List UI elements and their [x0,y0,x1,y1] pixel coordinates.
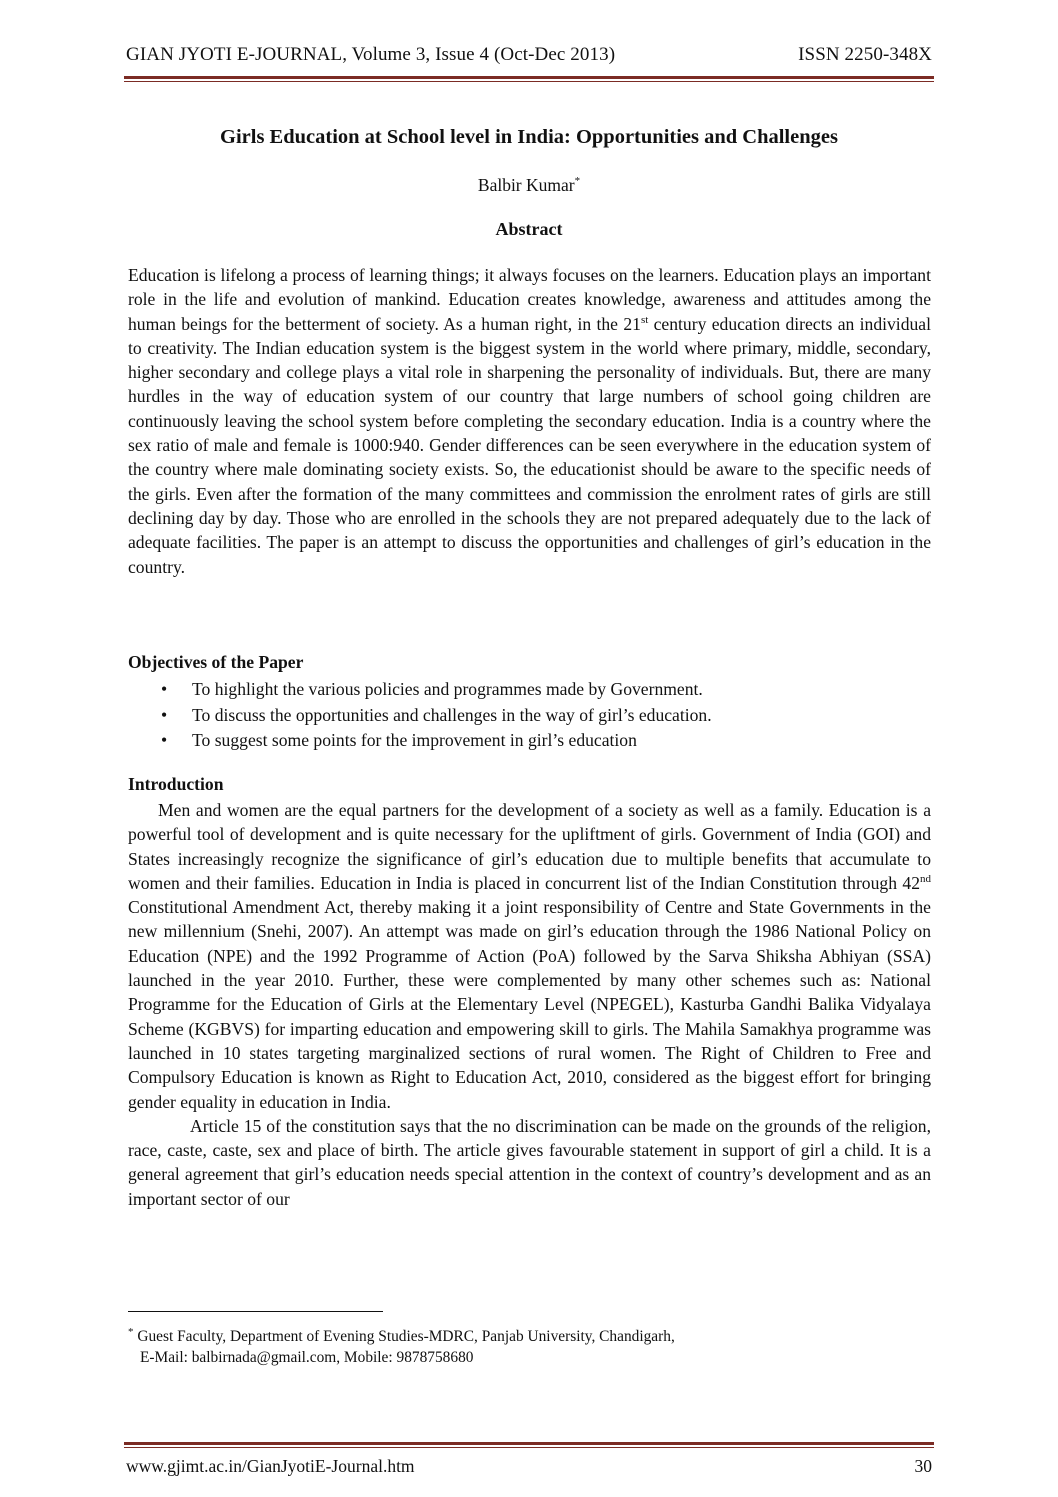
abstract-part-2: century education directs an individual to creativity. The Indian education system is the biggest system in the world where primary, middle, secondary, higher secondary and college plays a vital role in sharpening the personality of individuals. But, there are many hurdles in the way of education system of our country that large numbers of school going children are continuously leaving the school system before completing the secondary education. India is a country where the sex ratio of male and female is 1000:940. Gender differences can be seen everywhere in the education system of the country where male dominating society exists. So, the educationist should be aware to the specific needs of the girls. Even after the formation of the many committees and commission the enrolment rates of girls are still declining day by day. Those who are enrolled in the schools they are not prepared adequately due to the lack of adequate facilities. The paper is an attempt to discuss the opportunities and challenges of girl’s education in the country. [128,313,931,577]
author-name: Balbir Kumar [477,175,575,195]
list-item [128,677,931,703]
objective-text: To discuss the opportunities and challenges in the way of girl’s education. [192,704,712,725]
objective-text: To suggest some points for the improvement in girl’s education [192,730,637,750]
paper-title: Girls Education at School level in India: Opportunities and Challenges [220,126,838,148]
introduction-paragraph-2: Article 15 of the constitution says that the no discrimination can be made on the grounds of the religion, race, caste, caste, sex and place of birth. The article gives favourable statement in support of girl a child. It is a general agreement that girl’s education needs special attention in the context of country’s development and as an important sector of our [128,1115,931,1209]
footer-rule-thin [124,1447,934,1448]
introduction-heading: Introduction [128,774,224,794]
list-item [128,703,931,729]
bullet-icon: • [161,679,168,699]
footnote-line-1 [128,1322,675,1347]
abstract-part-1: Education is lifelong a process of learning things; it always focuses on the learners. Education plays an important role in the life and evolution of mankind. Education creates knowledge, awareness and attitudes among the human beings for the betterment of society. As a human right, in the 21 [128,265,931,334]
journal-url: www.gjimt.ac.in/GianJyotiE-Journal.htm [126,1456,415,1476]
introduction-paragraph-1 [128,798,931,1114]
running-footer [126,1456,932,1477]
header-rule [124,76,934,79]
author-footnote-mark: * [574,175,581,188]
footnote-contact: E-Mail: balbirnada@gmail.com, Mobile: 9878758680 [140,1349,474,1367]
running-header [126,38,932,66]
footnote [128,1322,675,1368]
author-line [126,175,932,196]
issn: ISSN 2250-348X [798,44,932,65]
objective-text: To highlight the various policies and programmes made by Government. [192,679,703,699]
footnote-rule [128,1311,383,1312]
abstract-superscript: st [640,313,649,326]
page-number: 30 [914,1456,932,1476]
header-rule-thin [124,81,934,82]
abstract-text [128,263,931,579]
bullet-icon: • [161,730,168,750]
objectives-heading: Objectives of the Paper [128,652,304,672]
intro-p1-part-2: Constitutional Amendment Act, thereby making it a joint responsibility of Centre and State Governments in the new millennium (Snehi, 2007). An attempt was made on girl’s education through the 1986 National Policy on Education (NPE) and the 1992 Programme of Action (PoA) followed by the Sarva Shiksha Abhiyan (SSA) launched in the year 2010. Further, these were complemented by many other schemes such as: National Programme for the Education of Girls at the Elementary Level (NPEGEL), Kasturba Gandhi Balika Vidyalaya Scheme (KGBVS) for imparting education and empowering skill to girls. The Mahila Samakhya programme was launched in 10 states targeting marginalized sections of rural women. The Right of Children to Free and Compulsory Education is known as Right to Education Act, 2010, considered as the biggest effort for bringing gender equality in education in India. [128,897,931,1112]
journal-name: GIAN JYOTI E-JOURNAL, Volume 3, Issue 4 (Oct-Dec 2013) [126,44,616,65]
objectives-list [128,677,931,754]
footer-rule [124,1442,934,1445]
footnote-mark: * [128,1326,134,1338]
footnote-affiliation: Guest Faculty, Department of Evening Studies-MDRC, Panjab University, Chandigarh, [137,1328,675,1346]
bullet-icon: • [161,704,168,725]
list-item [128,728,931,754]
intro-p1-part-1: Men and women are the equal partners for the development of a society as well as a family. Education is a powerful tool of development and is quite necessary for the upliftment of girls. Government of India (GOI) and States increasingly recognize the significance of girl’s education due to multiple benefits that accumulate to women and their families. Education in India is placed in concurrent list of the Indian Constitution through 42 [128,800,931,893]
abstract-heading: Abstract [495,219,563,239]
intro-superscript: nd [920,873,931,886]
introduction-text [128,798,931,1211]
